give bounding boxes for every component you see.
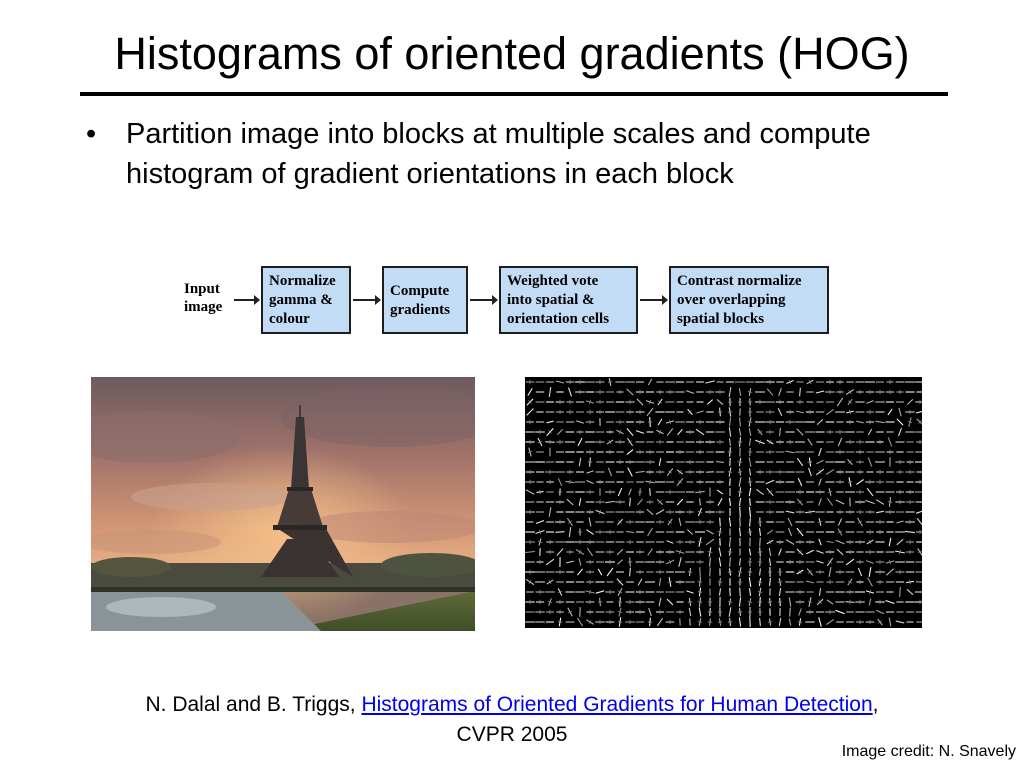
hog-glyph [717,399,723,404]
hog-glyph [750,498,751,506]
hog-glyph [750,507,751,517]
hog-glyph [827,498,832,505]
hog-glyph [649,608,652,616]
hog-glyph [907,399,913,404]
hog-glyph [578,438,582,446]
hog-glyph [786,511,794,513]
hog-glyph [819,499,822,506]
hog-glyph [749,488,750,496]
hog-glyph [728,472,732,473]
hog-glyph [608,468,611,476]
hog-glyph [778,582,782,583]
hog-glyph [835,610,844,613]
hog-glyph [629,489,632,496]
hog-glyph [866,561,873,564]
hog-glyph [767,389,773,396]
hog-glyph [549,507,551,517]
hog-glyph [900,550,901,554]
hog-glyph [716,462,724,463]
hog-glyph [679,557,681,566]
hog-glyph [817,460,824,463]
hog-glyph [739,428,740,436]
hog-glyph [618,622,622,623]
hog-glyph [749,428,751,436]
hog-glyph [677,499,683,505]
hog-glyph [838,519,841,526]
hog-glyph [729,517,730,526]
hog-glyph [648,528,653,536]
hog-glyph [819,588,820,596]
hog-glyph [729,418,730,427]
pipeline-step-contrast-normalize: Contrast normalize over overlapping spatial blocks [669,266,829,334]
hog-glyph [700,567,701,577]
hog-glyph [630,568,631,577]
hog-glyph [686,391,694,394]
hog-glyph [778,408,782,415]
hog-glyph [797,458,802,466]
hog-glyph [899,428,902,436]
hog-glyph [689,608,690,616]
hog-glyph [667,541,674,544]
hog-glyph [829,567,831,577]
hog-glyph [557,429,562,435]
hog-glyph [596,591,604,593]
slide-title: Histograms of oriented gradients (HOG) [114,28,910,79]
hog-glyph [638,579,642,586]
hog-glyph [748,532,752,533]
hog-glyph [728,602,732,603]
hog-glyph [698,622,702,623]
hog-glyph [627,428,633,435]
hog-glyph [728,572,732,573]
hog-glyph [760,528,761,536]
hog-glyph [698,592,702,593]
hog-glyph [897,419,903,425]
arrow-input-to-normalize [234,298,260,302]
hog-glyph [558,478,561,485]
hog-glyph [636,471,645,472]
hog-glyph [767,530,773,534]
hog-glyph [798,622,802,623]
hog-glyph [917,518,922,525]
paper-link[interactable]: Histograms of Oriented Gradients for Human Detection [361,693,873,716]
hog-glyph [730,498,731,506]
hog-glyph [738,492,742,493]
hog-glyph [740,528,741,537]
hog-glyph [528,388,532,395]
hog-glyph [868,457,871,466]
hog-glyph [696,429,704,435]
hog-glyph [769,548,770,556]
hog-glyph [710,568,711,577]
hog-glyph [589,518,591,527]
hog-glyph [846,559,854,565]
hog-glyph [748,422,752,423]
hog-glyph [819,617,822,626]
hog-glyph [706,539,714,545]
hog-glyph [740,588,741,597]
hog-glyph [536,521,544,524]
hog-glyph [740,507,741,517]
hog-glyph [779,388,782,396]
hog-glyph [827,542,834,543]
hog-glyph [750,588,751,596]
hog-glyph [917,419,922,425]
hog-glyph [856,480,863,485]
hog-glyph [667,429,673,436]
hog-glyph [897,539,903,545]
hog-glyph [739,477,741,486]
hog-glyph [558,622,562,623]
hog-glyph [679,518,681,526]
hog-glyph [556,381,564,383]
hog-glyph [617,549,623,555]
hog-glyph [720,518,721,527]
hog-glyph [760,538,761,547]
hog-glyph [809,468,812,476]
hog-glyph [590,590,591,594]
hog-glyph [749,577,750,587]
hog-glyph [760,618,761,626]
hog-glyph [527,409,534,416]
hog-glyph [867,488,873,496]
hog-glyph [546,559,554,565]
hog-glyph [698,542,702,543]
hog-glyph [808,462,812,463]
hog-glyph [786,451,795,453]
hog-glyph [837,398,843,406]
hog-glyph [869,599,871,606]
title-underline [80,92,948,96]
hog-glyph [567,499,573,505]
hog-glyph [636,431,644,434]
hog-glyph [630,498,631,507]
bullet-text: Partition image into blocks at multiple scales and compute histogram of gradient orientations in each block [126,118,871,190]
hog-glyph [819,448,822,456]
hog-glyph [605,501,614,502]
hog-glyph [905,531,915,532]
hog-glyph [808,602,812,603]
hog-glyph [688,602,692,603]
hog-glyph [786,540,794,545]
hog-glyph [748,392,752,393]
hog-glyph [586,530,593,535]
hog-glyph [799,608,802,615]
hog-glyph [788,518,792,526]
hog-glyph [779,618,780,626]
hog-glyph [738,612,742,613]
hog-glyph [659,598,661,606]
pipeline-input-label: Input image [184,281,223,315]
hog-glyph [577,618,582,626]
hog-glyph [700,490,701,494]
hog-glyph [779,588,780,596]
hog-glyph [729,607,731,616]
hog-glyph [816,561,823,563]
hog-glyph [656,510,664,515]
hog-glyph [657,618,662,626]
hog-glyph [889,618,891,627]
hog-glyph [549,387,550,397]
hog-glyph [579,458,580,466]
hog-glyph [647,408,653,416]
hog-glyph [697,411,704,413]
hog-glyph [637,399,643,405]
hog-glyph [707,400,712,405]
hog-glyph [638,499,643,505]
hog-glyph [626,531,634,532]
hog-glyph [728,412,732,413]
hog-glyph [768,602,772,603]
hog-glyph [730,557,731,567]
hog-glyph [789,597,790,606]
hog-glyph [719,548,721,557]
hog-glyph [608,382,612,383]
hog-glyph [816,391,824,393]
hog-glyph [706,530,713,534]
hog-glyph [718,498,722,505]
hog-glyph [577,569,582,575]
hog-glyph [780,428,781,437]
hog-glyph [627,389,634,395]
hog-glyph [836,540,845,543]
hog-glyph [557,549,563,556]
hog-glyph [667,599,673,605]
hog-glyph [748,602,752,603]
hog-glyph [749,549,750,556]
arrow-normalize-to-gradients [353,298,381,302]
hog-glyph [740,418,741,427]
hog-glyph [910,580,911,584]
hog-glyph [886,569,893,576]
hog-pipeline-diagram [184,264,834,336]
hog-glyph [899,408,901,416]
hog-glyph [587,548,592,556]
hog-glyph [705,381,714,383]
hog-glyph [856,421,863,423]
pipeline-step-gradients: Compute gradients [382,266,468,334]
hog-glyph [826,470,834,475]
hog-glyph [650,480,651,484]
hog-glyph [806,550,813,553]
hog-glyph [717,490,723,494]
hog-glyph [888,437,891,446]
hog-glyph [797,429,803,435]
hog-glyph [826,409,833,414]
hog-glyph [749,457,751,466]
hog-glyph [738,572,742,573]
hog-glyph [698,602,702,603]
hog-glyph [740,558,741,565]
hog-glyph [688,572,692,573]
hog-glyph [866,401,873,404]
image-credit: Image credit: N. Snavely [841,743,1016,760]
hog-glyph [739,618,740,627]
hog-glyph [896,621,904,623]
hog-glyph [789,619,790,626]
hog-glyph [659,458,660,466]
hog-glyph [718,532,722,533]
hog-glyph [816,551,823,554]
hog-glyph [819,539,821,546]
hog-glyph [598,569,602,575]
hog-glyph [710,557,711,566]
hog-glyph [618,612,622,613]
hog-glyph [790,608,791,617]
hog-glyph [916,511,922,514]
hog-glyph [738,462,742,463]
hog-glyph [576,421,584,423]
hog-glyph [896,521,903,523]
eiffel-tower-photo [91,377,475,631]
hog-glyph [869,567,871,577]
hog-glyph [730,537,731,547]
hog-glyph [818,522,822,523]
hog-glyph [907,589,913,594]
hog-glyph [648,379,651,386]
hog-glyph [876,610,883,613]
hog-glyph [686,591,693,593]
hog-glyph [699,608,701,617]
pipeline-step-normalize: Normalize gamma & colour [261,266,351,334]
hog-glyph [739,388,740,396]
hog-glyph [837,549,843,555]
hog-glyph [617,560,622,565]
hog-glyph [618,488,622,496]
bullet-marker: • [86,118,97,150]
hog-glyph [868,429,871,435]
hog-glyph [556,532,565,533]
pipeline-step-weighted-vote: Weighted vote into spatial & orientation cells [499,266,638,334]
hog-glyph [739,597,740,606]
hog-glyph [708,552,712,553]
hog-glyph [658,419,662,425]
citation-authors: N. Dalal and B. Triggs, [145,693,362,716]
hog-glyph [819,479,822,486]
hog-glyph [760,569,761,576]
hog-glyph [876,500,884,505]
hog-glyph [826,619,833,624]
hog-glyph [789,528,792,536]
hog-glyph [850,410,851,414]
hog-glyph [828,492,832,493]
hog-glyph [678,429,683,434]
hog-glyph [729,387,731,397]
hog-glyph [890,560,891,564]
hog-glyph [719,558,720,567]
hog-glyph [916,411,922,413]
hog-glyph [770,558,771,566]
hog-glyph [766,480,774,483]
hog-glyph [888,502,892,503]
hog-glyph [858,568,861,576]
hog-glyph [865,500,874,503]
hog-glyph [770,578,771,586]
hog-glyph [836,500,844,504]
hog-glyph [886,601,895,604]
hog-glyph [570,480,571,484]
hog-glyph [700,498,701,505]
hog-glyph [796,411,804,413]
hog-glyph [876,421,885,422]
hog-glyph [647,509,653,514]
hog-glyph [768,622,772,623]
hog-glyph [569,388,572,397]
hog-glyph [718,622,722,623]
hog-glyph [798,478,802,486]
hog-glyph [526,490,534,495]
hog-glyph [566,561,573,563]
hog-glyph [817,419,823,424]
hog-glyph [750,438,751,446]
hog-glyph [758,592,762,593]
hog-glyph [806,581,814,583]
hog-glyph [547,421,554,423]
hog-glyph [607,568,613,576]
hog-glyph [808,439,813,446]
hog-glyph [739,498,740,506]
hog-glyph [900,587,901,597]
hog-glyph [889,538,891,546]
hog-glyph [579,498,580,506]
hog-glyph [779,549,782,556]
hog-glyph [750,518,751,527]
hog-glyph [848,482,852,483]
hog-glyph [650,488,651,495]
hog-glyph [687,530,692,535]
hog-glyph [838,438,842,446]
hog-glyph [587,481,594,484]
hog-glyph [668,582,672,583]
hog-glyph [750,469,751,476]
hog-glyph [587,471,594,473]
hog-glyph [540,490,541,494]
hog-glyph [659,578,660,586]
hog-glyph [827,600,833,604]
arrow-vote-to-contrast [640,298,668,302]
hog-glyph [800,388,801,397]
hog-glyph [868,578,873,587]
hog-glyph [888,409,892,415]
hog-glyph [738,472,742,473]
citation-venue: CVPR 2005 [456,723,568,746]
hog-visualization [525,377,922,628]
hog-glyph [810,510,811,514]
hog-glyph [579,558,581,565]
hog-glyph [648,549,653,556]
hog-glyph [720,588,721,595]
hog-glyph [730,438,731,446]
hog-glyph [876,511,884,512]
hog-glyph [729,427,730,436]
hog-glyph [756,489,763,494]
hog-glyph [627,450,633,455]
hog-glyph [758,582,762,583]
hog-glyph [628,468,633,477]
hog-glyph [569,527,570,537]
arrow-gradients-to-vote [470,298,498,302]
hog-glyph [525,552,535,553]
citation-comma: , [872,693,879,716]
